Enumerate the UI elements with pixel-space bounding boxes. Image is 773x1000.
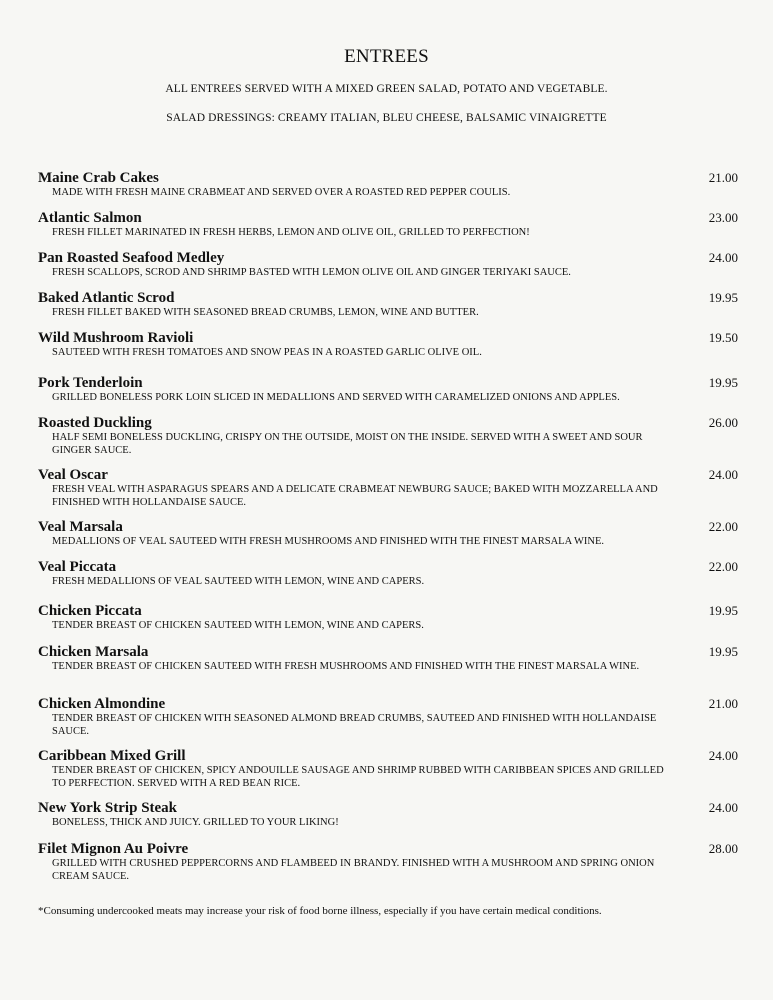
item-description: FRESH MEDALLIONS OF VEAL SAUTEED WITH LEMON, WINE AND CAPERS. [52, 576, 425, 587]
menu-item [38, 800, 738, 830]
item-description: TENDER BREAST OF CHICKEN SAUTEED WITH LEMON, WINE AND CAPERS. [52, 620, 424, 631]
menu-item [38, 696, 738, 738]
item-price: 28.00 [708, 841, 738, 856]
item-price: 21.00 [708, 170, 738, 185]
menu-item [38, 519, 738, 549]
item-description: HALF SEMI BONELESS DUCKLING, CRISPY ON THE OUTSIDE, MOIST ON THE INSIDE. SERVED WITH A SWEET AND SOUR GINGER SAUCE. [52, 432, 643, 456]
item-price: 19.95 [708, 644, 738, 659]
item-description: MEDALLIONS OF VEAL SAUTEED WITH FRESH MUSHROOMS AND FINISHED WITH THE FINEST MARSALA WINE. [52, 536, 605, 547]
menu-item [38, 210, 738, 240]
entree-note: ALL ENTREES SERVED WITH A MIXED GREEN SALAD, POTATO AND VEGETABLE. [165, 83, 608, 95]
item-description: GRILLED BONELESS PORK LOIN SLICED IN MEDALLIONS AND SERVED WITH CARAMELIZED ONIONS AND APPLES. [52, 392, 620, 403]
item-name: Veal Marsala [38, 519, 123, 535]
item-name: Pan Roasted Seafood Medley [38, 250, 225, 266]
item-name: Caribbean Mixed Grill [38, 748, 186, 764]
item-name: New York Strip Steak [38, 800, 178, 816]
item-price: 19.95 [708, 603, 738, 618]
item-price: 22.00 [708, 519, 738, 534]
item-name: Baked Atlantic Scrod [38, 290, 175, 306]
item-description: FRESH SCALLOPS, SCROD AND SHRIMP BASTED WITH LEMON OLIVE OIL AND GINGER TERIYAKI SAUCE. [52, 267, 571, 278]
item-name: Veal Oscar [38, 467, 108, 483]
item-name: Chicken Almondine [38, 696, 166, 712]
menu-item [38, 603, 738, 633]
menu-item [38, 467, 738, 509]
item-price: 19.50 [708, 330, 738, 345]
item-price: 19.95 [708, 375, 738, 390]
menu-item [38, 290, 738, 320]
item-description: MADE WITH FRESH MAINE CRABMEAT AND SERVED OVER A ROASTED RED PEPPER COULIS. [52, 187, 511, 198]
page-title: ENTREES [344, 46, 429, 67]
item-name: Wild Mushroom Ravioli [38, 330, 194, 346]
item-description: TENDER BREAST OF CHICKEN, SPICY ANDOUILLE SAUSAGE AND SHRIMP RUBBED WITH CARIBBEAN SPICES AND GRILLED TO PERFECTION. SERVED WITH A RED BEAN RICE. [52, 765, 664, 789]
item-name: Chicken Marsala [38, 644, 149, 660]
menu-item [38, 748, 738, 790]
item-name: Veal Piccata [38, 559, 117, 575]
item-name: Chicken Piccata [38, 603, 142, 619]
menu-item [38, 841, 738, 883]
health-advisory-footnote: *Consuming undercooked meats may increase your risk of food borne illness, especially if you have certain medical conditions. [38, 905, 602, 917]
item-description: BONELESS, THICK AND JUICY. GRILLED TO YOUR LIKING! [52, 817, 339, 828]
item-description: SAUTEED WITH FRESH TOMATOES AND SNOW PEAS IN A ROASTED GARLIC OLIVE OIL. [52, 347, 482, 358]
menu-item [38, 415, 738, 457]
item-description: TENDER BREAST OF CHICKEN WITH SEASONED ALMOND BREAD CRUMBS, SAUTEED AND FINISHED WITH HOLLANDAISE SAUCE. [52, 713, 657, 737]
salad-dressings-note: SALAD DRESSINGS: CREAMY ITALIAN, BLEU CHEESE, BALSAMIC VINAIGRETTE [166, 112, 607, 124]
item-name: Atlantic Salmon [38, 210, 142, 226]
item-description: FRESH VEAL WITH ASPARAGUS SPEARS AND A DELICATE CRABMEAT NEWBURG SAUCE; BAKED WITH MOZZARELLA AND FINISHED WITH HOLLANDAISE SAUCE. [52, 484, 658, 508]
item-description: TENDER BREAST OF CHICKEN SAUTEED WITH FRESH MUSHROOMS AND FINISHED WITH THE FINEST MARSALA WINE. [52, 661, 640, 672]
item-description: GRILLED WITH CRUSHED PEPPERCORNS AND FLAMBEED IN BRANDY. FINISHED WITH A MUSHROOM AND SPRING ONION CREAM SAUCE. [52, 858, 655, 882]
item-price: 21.00 [708, 696, 738, 711]
item-name: Roasted Duckling [38, 415, 152, 431]
menu-item [38, 644, 738, 674]
item-price: 24.00 [708, 250, 738, 265]
item-name: Maine Crab Cakes [38, 170, 159, 186]
item-name: Filet Mignon Au Poivre [38, 841, 189, 857]
menu-item [38, 330, 738, 360]
item-price: 22.00 [708, 559, 738, 574]
item-price: 24.00 [708, 467, 738, 482]
item-price: 26.00 [708, 415, 738, 430]
item-price: 24.00 [708, 748, 738, 763]
item-description: FRESH FILLET BAKED WITH SEASONED BREAD CRUMBS, LEMON, WINE AND BUTTER. [52, 307, 479, 318]
item-description: FRESH FILLET MARINATED IN FRESH HERBS, LEMON AND OLIVE OIL, GRILLED TO PERFECTION! [52, 227, 530, 238]
item-name: Pork Tenderloin [38, 375, 143, 391]
item-price: 23.00 [708, 210, 738, 225]
item-price: 19.95 [708, 290, 738, 305]
menu-item [38, 375, 738, 405]
menu-item [38, 559, 738, 589]
item-price: 24.00 [708, 800, 738, 815]
menu-item [38, 250, 738, 280]
menu-item [38, 170, 738, 200]
